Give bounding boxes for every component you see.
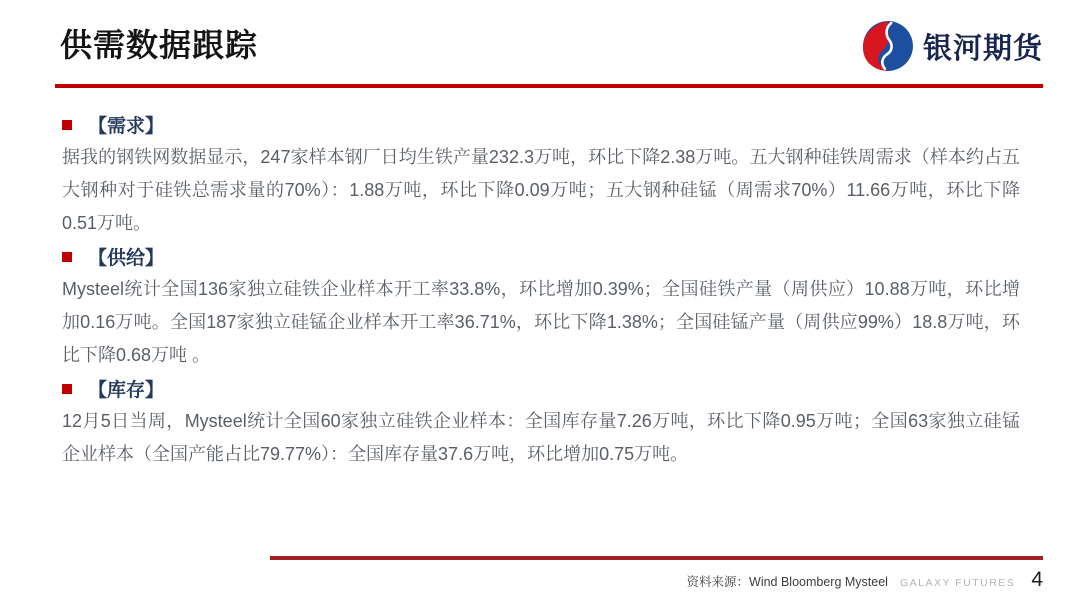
section-heading	[62, 108, 1020, 141]
brand-wordmark: GALAXY FUTURES	[899, 577, 1016, 589]
bullet-square-icon	[62, 252, 72, 262]
company-logo	[862, 20, 1043, 72]
data-source-note: 资料来源：Wind Bloomberg Mysteel	[686, 575, 888, 589]
bullet-square-icon	[62, 120, 72, 130]
page-number: 4	[1031, 568, 1043, 591]
footer-divider	[270, 556, 1043, 560]
section-heading	[62, 372, 1020, 405]
section-heading-label: 【需求】	[88, 116, 165, 137]
section-demand	[62, 108, 1020, 240]
section-paragraph: 据我的钢铁网数据显示，247家样本钢厂日均生铁产量232.3万吨，环比下降2.38万吨。五大钢种硅铁周需求（样本约占五大钢种对于硅铁总需求量的70%）：1.88万吨，环比下降0.09万吨；五大钢种硅锰（周需求70%）11.66万吨，环比下降0.51万吨。	[62, 147, 1020, 233]
section-heading	[62, 240, 1020, 273]
bullet-square-icon	[62, 384, 72, 394]
page-title: 供需数据跟踪	[60, 27, 259, 63]
slide-content	[62, 108, 1020, 471]
section-heading-label: 【库存】	[88, 380, 165, 401]
section-paragraph: Mysteel统计全国136家独立硅铁企业样本开工率33.8%，环比增加0.39%；全国硅铁产量（周供应）10.88万吨，环比增加0.16万吨。全国187家独立硅锰企业样本开工率36.71%，环比下降1.38%；全国硅锰产量（周供应99%）18.8万吨，环比下降0.68万吨 。	[62, 279, 1020, 365]
company-name: 银河期货	[922, 32, 1043, 65]
header-divider	[55, 84, 1043, 88]
galaxy-swirl-icon	[862, 20, 914, 72]
section-heading-label: 【供给】	[88, 248, 165, 269]
section-paragraph: 12月5日当周，Mysteel统计全国60家独立硅铁企业样本：全国库存量7.26万吨，环比下降0.95万吨；全国63家独立硅锰企业样本（全国产能占比79.77%）：全国库存量37.6万吨，环比增加0.75万吨。	[62, 411, 1020, 464]
section-supply	[62, 240, 1020, 372]
section-inventory	[62, 372, 1020, 471]
footer	[687, 568, 1043, 592]
